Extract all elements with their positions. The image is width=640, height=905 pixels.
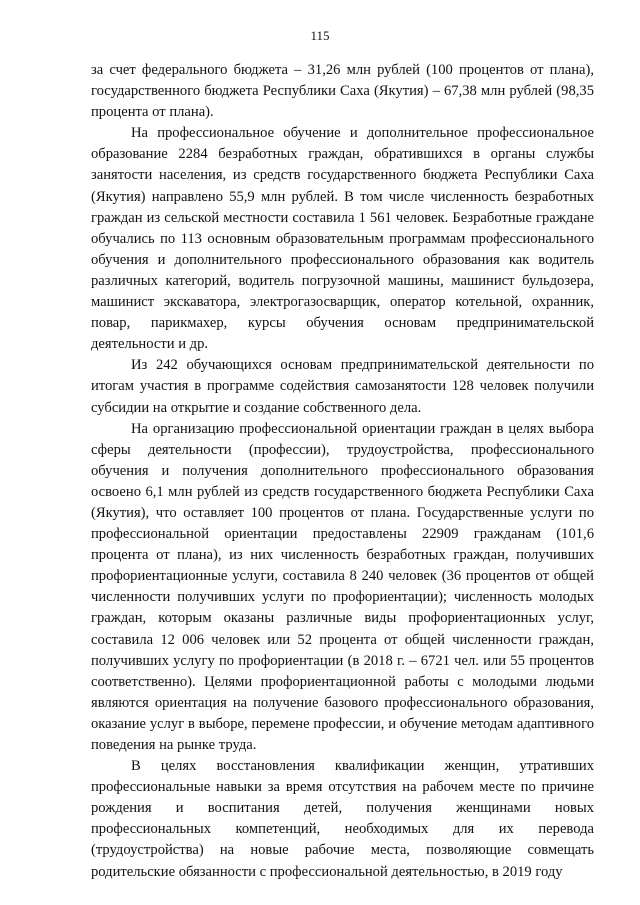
paragraph-women-requalification: В целях восстановления квалификации женщин, утративших профессиональные навыки за время отсутствия на рабочем месте по причине рождения и воспитания детей, получения женщинами новых профессиональных компетенций, необходимых для их перевода (трудоустройства) на новые рабочие места, позволяющие совмещать родительские обязанности с профессиональной деятельностью, в 2019 году	[91, 758, 594, 880]
body-text	[91, 60, 594, 883]
page-number: 115	[310, 28, 330, 43]
paragraph-budget-continuation: за счет федерального бюджета – 31,26 млн рублей (100 процентов от плана), государственного бюджета Республики Саха (Якутия) – 67,38 млн рублей (98,35 процента от плана).	[91, 62, 594, 121]
paragraph-professional-training: На профессиональное обучение и дополнительное профессиональное образование 2284 безработных граждан, обратившихся в органы службы занятости населения, из средств государственного бюджета Республики Саха (Якутия) направлено 55,9 млн рублей. В том числе численность безработных граждан из сельской местности составила 1 561 человек. Безработные граждане обучались по 113 основным образовательным программам профессионального обучения и дополнительного профессионального образования как водитель различных категорий, водитель погрузочной машины, машинист бульдозера, машинист экскаватора, электрогазосварщик, оператор котельной, охранник, повар, парикмахер, курсы обучения основам предпринимательской деятельности и др.	[91, 125, 594, 353]
paragraph-career-guidance: На организацию профессиональной ориентации граждан в целях выбора сферы деятельности (профессии), трудоустройства, профессионального обучения и получения дополнительного профессионального образования освоено 6,1 млн рублей из средств государственного бюджета Республики Саха (Якутия), что оставляет 100 процентов от плана. Государственные услуги по профессиональной ориентации предоставлены 22909 гражданам (101,6 процента от плана), из них численность безработных граждан, получивших профориентационные услуги, составила 8 240 человек (36 процентов от общей численности получивших услуги по профориентации); численность молодых граждан, которым оказаны различные виды профориентационных услуг, составила 12 006 человек или 52 процента от общей численности граждан, получивших услугу по профориентации (в 2018 г. – 6721 чел. или 55 процентов соответственно). Целями профориентационной работы с молодыми людьми являются ориентация на получение базового профессионального образования, оказание услуг в выборе, перемене профессии, и обучение методам адаптивного поведения на рынке труда.	[91, 420, 594, 753]
paragraph-self-employment: Из 242 обучающихся основам предпринимательской деятельности по итогам участия в программе содействия самозанятости 128 человек получили субсидии на открытие и создание собственного дела.	[91, 357, 594, 416]
